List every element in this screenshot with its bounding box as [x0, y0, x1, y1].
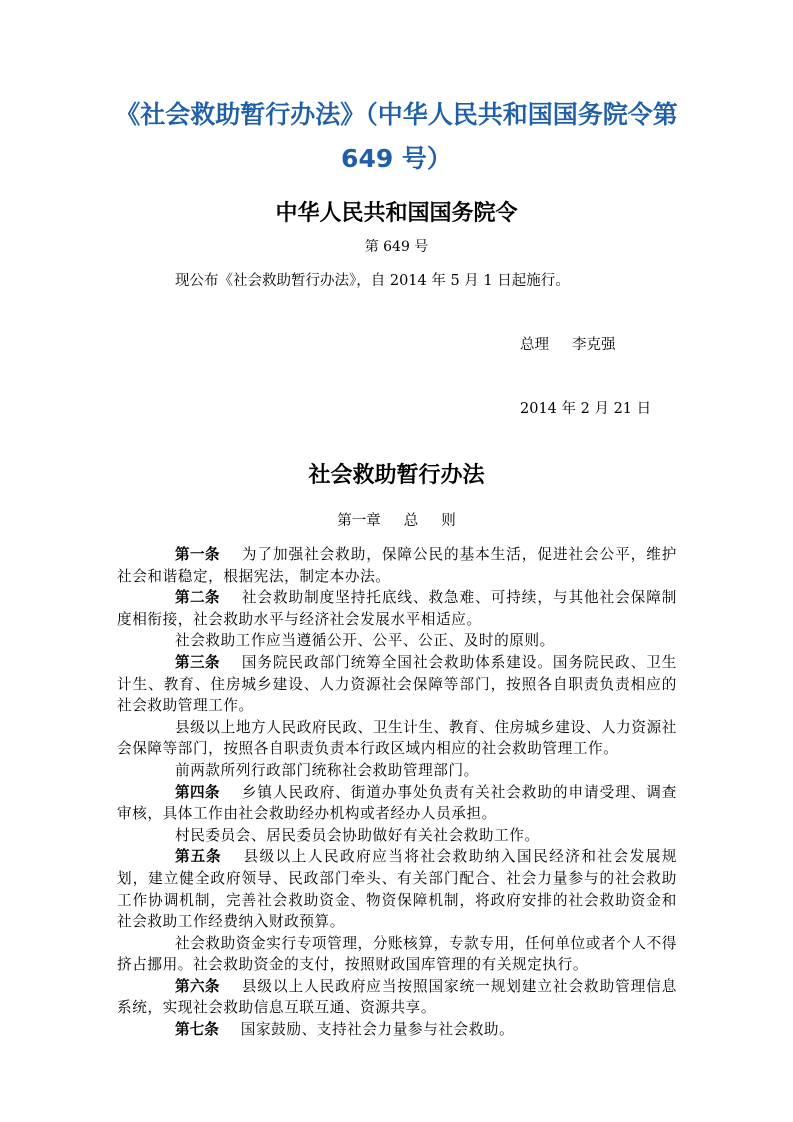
document-title-line-2: 649 号） [341, 144, 452, 173]
paragraph-text: 国务院民政部门统筹全国社会救助体系建设。国务院民政、卫生计生、教育、住房城乡建设、人力资源社会保障等部门，按照各自职责负责相应的社会救助管理工作。 [117, 653, 677, 715]
article-label: 第三条 [175, 653, 220, 671]
paragraph [117, 782, 677, 825]
paragraph [117, 846, 677, 932]
paragraph [117, 630, 677, 652]
paragraph-text: 县级以上人民政府应当按照国家统一规划建立社会救助管理信息系统，实现社会救助信息互联互通、资源共享。 [117, 977, 677, 1017]
paragraph [117, 760, 677, 782]
signer: 总理 李克强 [520, 337, 616, 353]
paragraph-text: 社会救助资金实行专项管理，分账核算，专款专用，任何单位或者个人不得挤占挪用。社会救助资金的支付，按照财政国库管理的有关规定执行。 [117, 934, 677, 974]
document-title-line-1: 《社会救助暂行办法》（中华人民共和国国务院令第 [115, 100, 678, 129]
paragraph [117, 825, 677, 847]
law-title: 社会救助暂行办法 [308, 463, 485, 488]
paragraph-text: 前两款所列行政部门统称社会救助管理部门。 [175, 761, 479, 779]
paragraph-text: 县级以上地方人民政府民政、卫生计生、教育、住房城乡建设、人力资源社会保障等部门，按照各自职责负责本行政区域内相应的社会救助管理工作。 [117, 718, 677, 758]
paragraph-text: 乡镇人民政府、街道办事处负责有关社会救助的申请受理、调查审核，具体工作由社会救助经办机构或者经办人员承担。 [117, 783, 677, 823]
promulgation-statement: 现公布《社会救助暂行办法》，自 2014 年 5 月 1 日起施行。 [175, 273, 570, 289]
article-label: 第七条 [175, 1021, 219, 1039]
order-heading: 中华人民共和国国务院令 [275, 201, 518, 226]
paragraph-text: 国家鼓励、支持社会力量参与社会救助。 [240, 1021, 515, 1039]
article-label: 第六条 [175, 977, 220, 995]
sign-date: 2014 年 2 月 21 日 [520, 401, 652, 417]
order-number: 第 649 号 [364, 239, 429, 255]
paragraph-text: 村民委员会、居民委员会协助做好有关社会救助工作。 [175, 826, 540, 844]
paragraph-text: 社会救助制度坚持托底线、救急难、可持续，与其他社会保障制度相衔接，社会救助水平与经济社会发展水平相适应。 [117, 589, 677, 628]
paragraph [117, 544, 677, 587]
paragraph [117, 652, 677, 717]
paragraph [117, 587, 677, 630]
paragraph-text: 社会救助工作应当遵循公开、公平、公正、及时的原则。 [175, 632, 555, 650]
paragraph [117, 976, 677, 1019]
paragraph [117, 933, 677, 976]
paragraph-text: 县级以上人民政府应当将社会救助纳入国民经济和社会发展规划，建立健全政府领导、民政部门牵头、有关部门配合、社会力量参与的社会救助工作协调机制，完善社会救助资金、物资保障机制，将政府安排的社会救助资金和社会救助工作经费纳入财政预算。 [117, 848, 677, 931]
article-label: 第五条 [175, 848, 222, 866]
article-label: 第二条 [175, 589, 220, 607]
paragraph [117, 717, 677, 760]
law-body [117, 544, 677, 1041]
paragraph [117, 1019, 677, 1041]
article-label: 第四条 [175, 783, 220, 801]
paragraph-text: 为了加强社会救助，保障公民的基本生活，促进社会公平，维护社会和谐稳定，根据宪法，制定本办法。 [117, 546, 677, 585]
chapter-heading: 第一章 总 则 [337, 513, 456, 529]
article-label: 第一条 [175, 546, 220, 563]
